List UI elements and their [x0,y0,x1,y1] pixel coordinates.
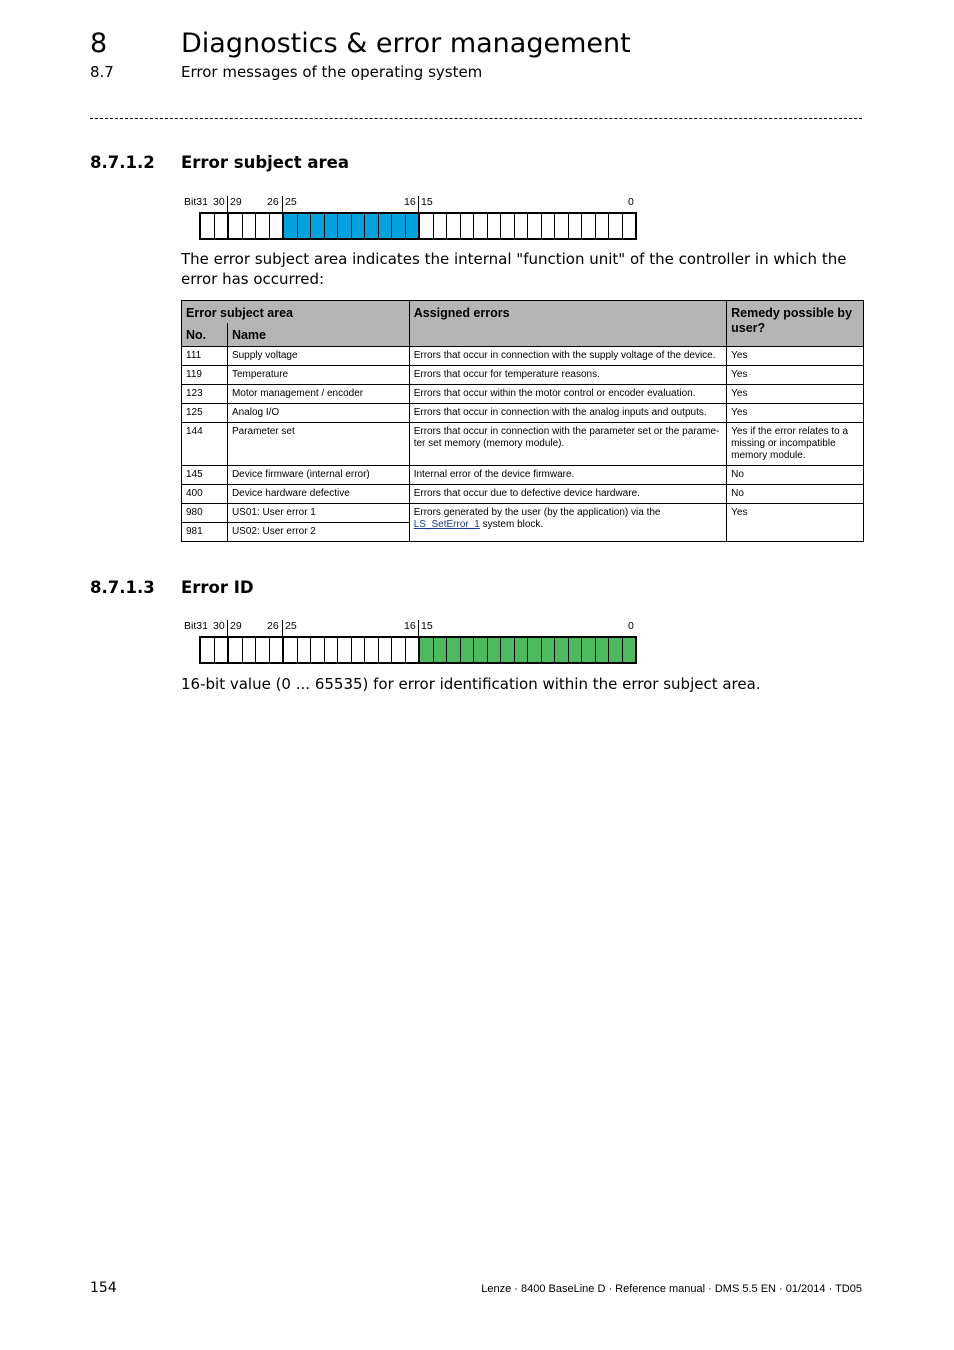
cell-name: Device firmware (internal error) [227,466,409,485]
cell-no: 119 [182,366,228,385]
subject-area-heading-number: 8.7.1.2 [90,153,155,172]
cell-no: 981 [182,523,228,542]
table-row [182,485,864,504]
bit-cell-27 [256,638,270,662]
bit-label-26: 26 [267,196,279,208]
bit-cell-6 [542,214,556,238]
bit-cell-24 [298,214,312,238]
bit-cell-0 [623,638,636,662]
error-id-description: 16-bit value (0 ... 65535) for error identification within the error subject area. [181,675,761,693]
bit-cell-25 [284,214,298,238]
bit-cell-3 [582,214,596,238]
bit-cell-30 [215,214,230,238]
cell-assigned-errors: Errors that occur due to defective device hardware. [409,485,726,504]
bit-cell-12 [461,214,475,238]
bit-cell-13 [447,638,461,662]
bit-cell-4 [569,638,583,662]
bit-cell-27 [256,214,270,238]
bit-label-26: 26 [267,620,279,632]
bit-cell-29 [229,638,243,662]
table-row [182,466,864,485]
cell-name: US02: User error 2 [227,523,409,542]
bit-label-30: 30 [213,620,225,632]
subject-area-bit-register [184,196,644,256]
error-id-bit-register [184,620,644,680]
bit-cell-22 [325,638,339,662]
bit-label-0: 0 [628,196,634,208]
table-row [182,504,864,523]
bit-cell-10 [488,214,502,238]
cell-remedy: Yes [727,385,864,404]
cell-name: Parameter set [227,423,409,466]
cell-no: 123 [182,385,228,404]
bit-divider-tick [418,620,419,636]
bit-cell-5 [555,214,569,238]
bit-cell-29 [229,214,243,238]
bit-cell-20 [352,638,366,662]
bit-label-30: 30 [213,196,225,208]
bit-cell-19 [365,214,379,238]
footer-reference: Lenze · 8400 BaseLine D · Reference manual · DMS 5.5 EN · 01/2014 · TD05 [481,1283,862,1295]
bit-cell-24 [298,638,312,662]
cell-remedy: Yes [727,404,864,423]
cell-remedy: Yes [727,504,864,542]
cell-name: Device hardware defective [227,485,409,504]
chapter-number: 8 [90,28,108,59]
bit-cell-18 [379,638,393,662]
bit-cell-26 [270,214,285,238]
cell-no: 125 [182,404,228,423]
cell-name: Motor management / encoder [227,385,409,404]
cell-no: 144 [182,423,228,466]
bit-divider-tick [282,620,283,636]
bit-divider-tick [418,196,419,212]
bit-cell-31 [201,214,215,238]
chapter-title: Diagnostics & error management [181,28,631,59]
bit-cells [199,636,637,664]
bit-cell-13 [447,214,461,238]
bit-cell-5 [555,638,569,662]
cell-assigned-errors: Internal error of the device firmware. [409,466,726,485]
bit-cell-16 [406,638,421,662]
cell-no: 980 [182,504,228,523]
bit-cells [199,212,637,240]
bit-cell-6 [542,638,556,662]
bit-cell-1 [609,214,623,238]
subject-area-description: The error subject area indicates the internal "function unit" of the controller in which the error has occurred: [181,250,847,288]
bit-cell-7 [528,638,542,662]
bit-cell-9 [501,638,515,662]
cell-assigned-errors [409,504,726,542]
bit-label-25: 25 [285,196,297,208]
table-row [182,423,864,466]
cell-no: 400 [182,485,228,504]
header-name: Name [227,323,409,347]
subject-area-heading-title: Error subject area [181,153,349,172]
bit-divider-tick [282,196,283,212]
bit-label-31: Bit31 [184,620,208,632]
bit-cell-14 [434,214,448,238]
bit-cell-2 [596,638,610,662]
bit-cell-11 [474,638,488,662]
bit-cell-1 [609,638,623,662]
bit-cell-2 [596,214,610,238]
cell-remedy: Yes [727,347,864,366]
cell-no: 111 [182,347,228,366]
bit-cell-11 [474,214,488,238]
header-assigned-errors: Assigned errors [409,301,726,347]
bit-label-31: Bit31 [184,196,208,208]
cell-name: Temperature [227,366,409,385]
cell-assigned-errors: Errors that occur in connection with the supply voltage of the device. [409,347,726,366]
bit-cell-25 [284,638,298,662]
cell-remedy: Yes if the error relates to a missing or incompatible memory module. [727,423,864,466]
bit-label-29: 29 [230,620,242,632]
bit-cell-26 [270,638,285,662]
bit-cell-20 [352,214,366,238]
bit-cell-8 [515,214,529,238]
bit-cell-22 [325,214,339,238]
bit-divider-tick [227,196,228,212]
bit-label-16: 16 [404,196,416,208]
bit-cell-28 [243,214,257,238]
cell-assigned-errors: Errors that occur in connection with the analog inputs and outputs. [409,404,726,423]
bit-cell-10 [488,638,502,662]
bit-cell-8 [515,638,529,662]
bit-label-16: 16 [404,620,416,632]
cell-assigned-errors: Errors that occur within the motor control or encoder evaluation. [409,385,726,404]
bit-cell-17 [392,214,406,238]
bit-cell-21 [338,638,352,662]
bit-cell-7 [528,214,542,238]
error-id-heading-number: 8.7.1.3 [90,578,155,597]
bit-cell-3 [582,638,596,662]
bit-cell-15 [420,638,434,662]
bit-label-25: 25 [285,620,297,632]
bit-cell-23 [311,638,325,662]
user-errors-suffix: system block. [479,519,544,530]
cell-name: Supply voltage [227,347,409,366]
table-row [182,385,864,404]
header-divider [90,118,862,119]
bit-label-0: 0 [628,620,634,632]
bit-cell-23 [311,214,325,238]
bit-cell-16 [406,214,421,238]
bit-cell-18 [379,214,393,238]
bit-label-29: 29 [230,196,242,208]
cell-remedy: Yes [727,366,864,385]
bit-cell-17 [392,638,406,662]
header-no: No. [182,323,228,347]
section-title: Error messages of the operating system [181,63,483,81]
bit-cell-9 [501,214,515,238]
section-number: 8.7 [90,63,114,81]
header-error-subject-area: Error subject area [182,301,410,324]
cell-assigned-errors: Errors that occur in connection with the parameter set or the parame-ter set memory (memory module). [409,423,726,466]
cell-no: 145 [182,466,228,485]
cell-assigned-errors: Errors that occur for temperature reasons. [409,366,726,385]
bit-cell-21 [338,214,352,238]
page-number: 154 [90,1280,117,1296]
cell-remedy: No [727,466,864,485]
table-row [182,366,864,385]
bit-cell-12 [461,638,475,662]
bit-label-15: 15 [421,196,433,208]
error-id-heading-title: Error ID [181,578,254,597]
bit-cell-15 [420,214,434,238]
bit-cell-31 [201,638,215,662]
cell-name: Analog I/O [227,404,409,423]
header-remedy: Remedy possible by user? [727,301,864,347]
bit-cell-4 [569,214,583,238]
table-row [182,347,864,366]
bit-cell-0 [623,214,636,238]
cell-remedy: No [727,485,864,504]
bit-cell-14 [434,638,448,662]
cell-name: US01: User error 1 [227,504,409,523]
error-subject-area-table [181,300,864,542]
bit-cell-28 [243,638,257,662]
user-errors-prefix: Errors generated by the user (by the application) via the [413,507,661,518]
bit-divider-tick [227,620,228,636]
table-row [182,404,864,423]
bit-cell-30 [215,638,230,662]
ls-seterror-link[interactable]: LS_SetError_1 [413,519,480,530]
bit-cell-19 [365,638,379,662]
bit-label-15: 15 [421,620,433,632]
